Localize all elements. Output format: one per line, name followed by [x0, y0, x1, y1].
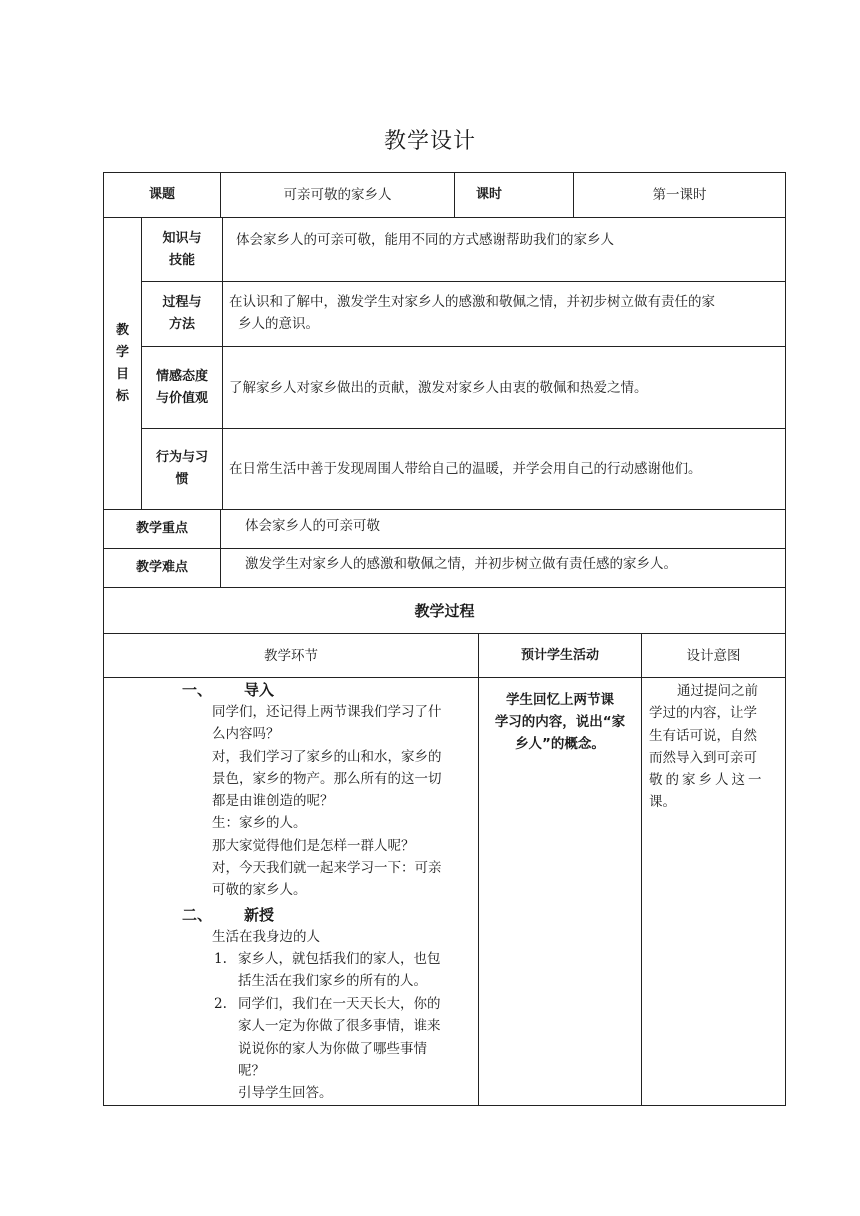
body-line: 生：家乡的人。 [212, 815, 307, 832]
section2-item-2 [212, 993, 474, 1104]
section2-item-1 [212, 948, 474, 993]
body-line: 景色，家乡的物产。那么所有的这一切 [212, 770, 442, 787]
activity-line: 乡人”的概念。 [515, 736, 605, 752]
difficulty-text: 激发学生对家乡人的感激和敬佩之情，并初步树立做有责任感的家乡人。 [245, 556, 677, 572]
goal-text-emotion: 了解家乡人对家乡做出的贡献，激发对家乡人由衷的敬佩和热爱之情。 [229, 380, 648, 396]
difficulty-label: 教学难点 [135, 560, 188, 575]
col-header-student: 预计学生活动 [520, 647, 599, 663]
section2-num: 二、 [182, 906, 213, 924]
activity-line: 学生回忆上两节课 [506, 692, 614, 708]
body-line: 么内容吗？ [212, 726, 280, 743]
intent-line: 通过提问之前 [677, 683, 758, 699]
topic-label: 课题 [148, 187, 175, 202]
goals-group-char: 教 [115, 322, 129, 338]
body-line: 家人一定为你做了很多事情，谁来 [238, 1018, 441, 1035]
goal-label-emotion [142, 347, 222, 428]
design-intent [649, 680, 781, 814]
section2-heading [182, 904, 302, 926]
document-title: 教学设计 [383, 129, 476, 154]
body-line: 呢？ [238, 1062, 265, 1079]
section2-title: 新授 [244, 906, 275, 924]
goal-label-line: 技能 [168, 252, 195, 268]
intent-line: 课。 [649, 794, 676, 811]
section2-subtitle: 生活在我身边的人 [212, 929, 320, 945]
body-line: 括生活在我们家乡的所有的人。 [238, 973, 427, 990]
goal-text-process [229, 291, 784, 335]
activity-line: 学习的内容，说出“家 [494, 714, 626, 730]
goal-text-behavior: 在日常生活中善于发现周围人带给自己的温暖，并学会用自己的行动感谢他们。 [229, 461, 702, 477]
goal-label-process [142, 282, 222, 346]
goal-label-line: 情感态度 [155, 368, 208, 384]
goals-group-char: 学 [115, 344, 129, 360]
col-header-intent: 设计意图 [686, 647, 741, 664]
period-label: 课时 [476, 187, 503, 202]
process-heading: 教学过程 [414, 601, 475, 620]
intent-line: 学过的内容，让学 [649, 705, 757, 722]
body-line: 可敬的家乡人。 [212, 882, 307, 899]
body-line: 家乡人，就包括我们的家人，也包 [238, 951, 441, 967]
section1-title: 导入 [244, 681, 275, 699]
key-point-text: 体会家乡人的可亲可敬 [245, 518, 380, 534]
goal-label-line: 知识与 [162, 230, 202, 246]
item-num: 2. [214, 996, 227, 1012]
body-line: 对，我们学习了家乡的山和水，家乡的 [212, 748, 442, 765]
goal-label-knowledge [142, 218, 222, 281]
period-value: 第一课时 [652, 187, 707, 203]
goal-label-line: 过程与 [162, 295, 202, 310]
goals-group-label [104, 218, 141, 509]
goal-label-line: 与价值观 [155, 390, 208, 406]
goals-group-char: 标 [115, 388, 129, 404]
intent-line: 而然导入到可亲可 [649, 749, 757, 766]
student-activity [484, 689, 636, 755]
item-num: 1. [214, 951, 227, 967]
body-line: 那大家觉得他们是怎样一群人呢？ [212, 837, 415, 854]
body-line: 同学们，我们在一天天长大，你的 [238, 996, 441, 1012]
body-line: 引导学生回答。 [238, 1085, 333, 1102]
body-line: 对，今天我们就一起来学习一下：可亲 [212, 860, 442, 877]
section1-heading [182, 679, 302, 701]
body-line: 说说你的家人为你做了哪些事情 [238, 1040, 427, 1057]
intent-line: 敬的家乡人这一 [649, 772, 765, 789]
goal-label-line: 行为与习 [155, 450, 208, 465]
goal-label-line: 方法 [168, 317, 195, 332]
col-header-step: 教学环节 [264, 647, 318, 664]
goal-text-knowledge: 体会家乡人的可亲可敬，能用不同的方式感谢帮助我们的家乡人 [236, 232, 614, 248]
topic-value: 可亲可敬的家乡人 [283, 187, 392, 203]
intent-line: 生有话可说，自然 [649, 727, 757, 744]
section1-num: 一、 [182, 681, 213, 699]
body-line: 同学们，还记得上两节课我们学习了什 [212, 704, 442, 720]
goal-label-line: 惯 [175, 472, 189, 487]
goal-label-behavior [142, 429, 222, 509]
goals-group-char: 目 [115, 366, 129, 382]
section1-body [212, 701, 474, 902]
goal-text-line: 在认识和了解中，激发学生对家乡人的感激和敬佩之情，并初步树立做有责任的家 [229, 294, 715, 310]
goal-text-line: 乡人的意识。 [238, 316, 319, 332]
key-point-label: 教学重点 [135, 521, 188, 536]
body-line: 都是由谁创造的呢？ [212, 793, 334, 810]
